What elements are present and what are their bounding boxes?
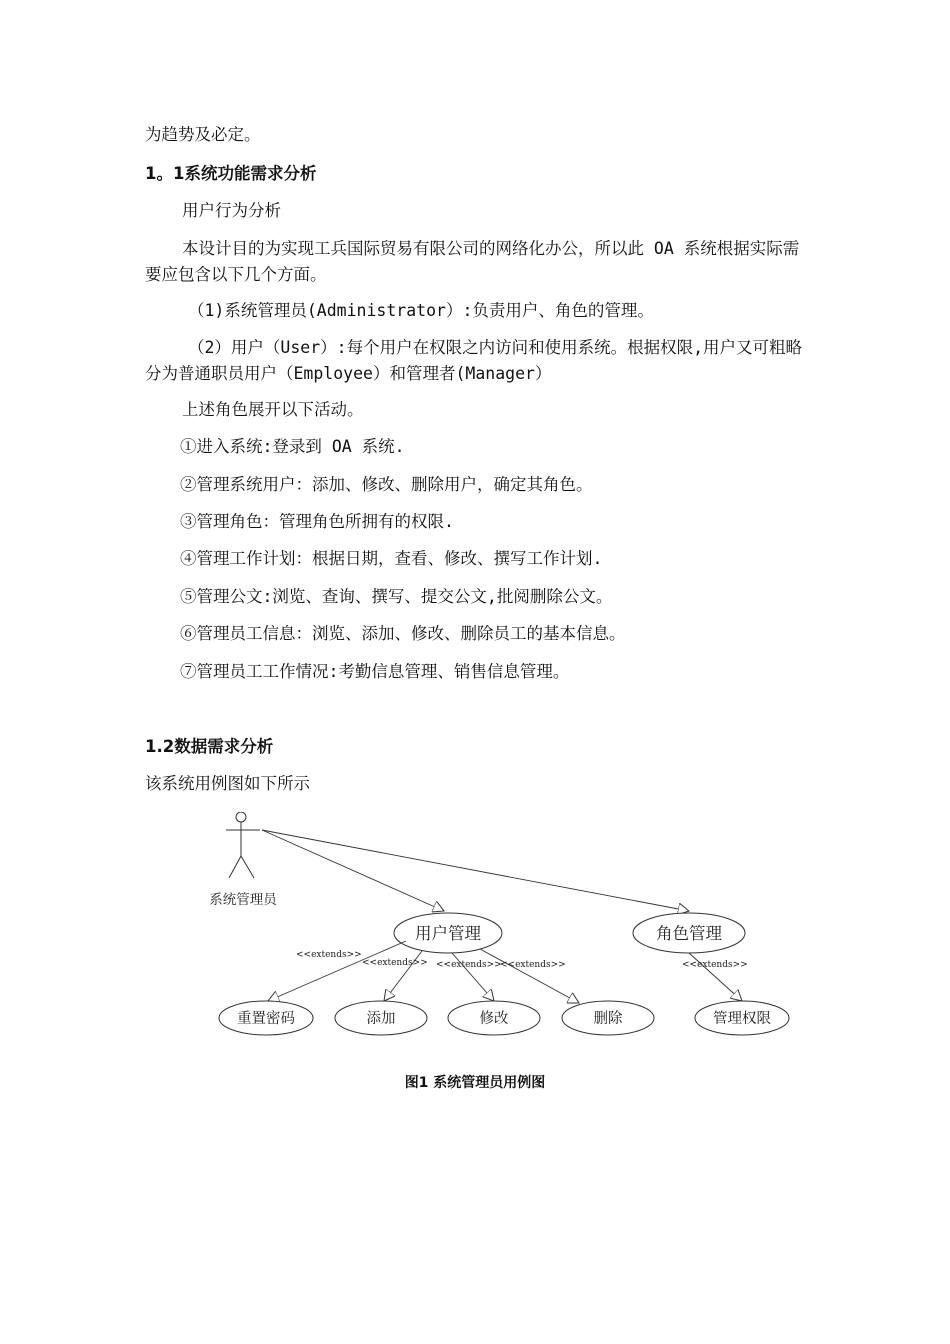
extends-label: <<extends>> — [500, 960, 566, 970]
activity-item: ⑦管理员工工作情况:考勤信息管理、销售信息管理。 — [180, 662, 570, 681]
activity-item: ⑤管理公文:浏览、查询、撰写、提交公文,批阅删除公文。 — [180, 587, 613, 606]
activity-item: ③管理角色：管理角色所拥有的权限. — [180, 512, 454, 531]
roles-intro: 上述角色展开以下活动。 — [182, 400, 364, 419]
figure-caption: 图1 系统管理员用例图 — [404, 1075, 546, 1091]
item-user: （2）用户（User）:每个用户在权限之内访问和使用系统。根据权限,用户又可粗略分为普通职员用户（Employee）和管理者(Manager） — [145, 338, 803, 383]
activity-item: ⑥管理员工信息：浏览、添加、修改、删除员工的基本信息。 — [180, 624, 626, 643]
actor-label: 系统管理员 — [209, 892, 277, 908]
paragraph-intro: 本设计目的为实现工兵国际贸易有限公司的网络化办公，所以此 OA 系统根据实际需要应包含以下几个方面。 — [145, 239, 800, 284]
actor-figure — [226, 812, 260, 878]
extends-label: <<extends>> — [682, 960, 748, 970]
usecase-user-mgmt-label: 用户管理 — [415, 924, 481, 943]
activity-item: ④管理工作计划：根据日期，查看、修改、撰写工作计划. — [180, 549, 603, 568]
activity-item: ①进入系统:登录到 OA 系统. — [180, 437, 405, 456]
line-top: 为趋势及必定。 — [145, 125, 261, 144]
subheading-user-behavior: 用户行为分析 — [182, 201, 281, 220]
use-case-diagram — [190, 812, 810, 1052]
activity-item: ②管理系统用户：添加、修改、删除用户，确定其角色。 — [180, 475, 593, 494]
extends-label: <<extends>> — [296, 950, 362, 960]
usecase-delete-label: 删除 — [593, 1011, 623, 1027]
heading-1-1: 1。1系统功能需求分析 — [145, 164, 317, 183]
usecase-manage-permissions-label: 管理权限 — [713, 1011, 771, 1027]
heading-1-2: 1.2数据需求分析 — [145, 737, 274, 756]
usecase-role-mgmt-label: 角色管理 — [656, 924, 722, 943]
usecase-reset-password-label: 重置密码 — [237, 1011, 295, 1027]
usecase-edit-label: 修改 — [479, 1011, 509, 1027]
diagram-intro: 该系统用例图如下所示 — [145, 774, 310, 793]
item-admin: （1)系统管理员(Administrator）:负责用户、角色的管理。 — [188, 301, 654, 320]
assoc-user-mgmt — [262, 830, 444, 911]
usecase-add-label: 添加 — [366, 1011, 396, 1027]
extends-label: <<extends>> — [362, 958, 428, 968]
assoc-role-mgmt — [262, 830, 689, 911]
extends-label: <<extends>> — [436, 960, 502, 970]
extends-delete — [480, 949, 579, 1003]
